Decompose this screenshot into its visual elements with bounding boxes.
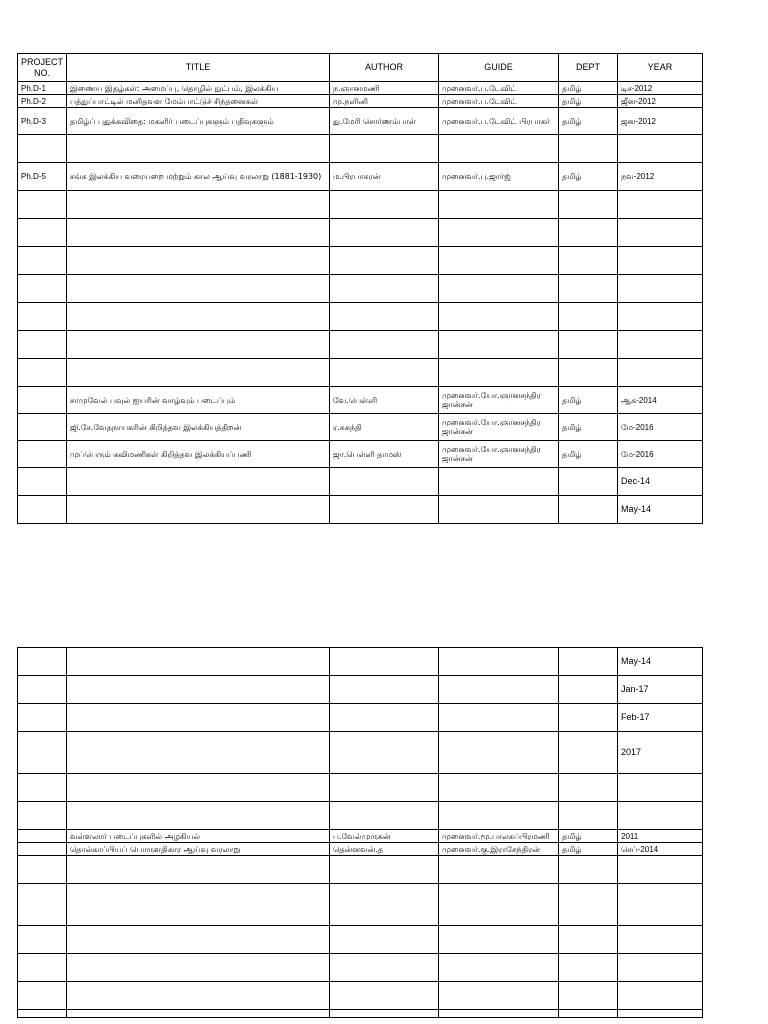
cell-title xyxy=(67,468,330,496)
table-row xyxy=(18,163,703,191)
cell-project-no xyxy=(18,982,67,1010)
cell-project-no: Ph.D-5 xyxy=(18,163,67,191)
cell-project-no xyxy=(18,732,67,774)
table-row xyxy=(18,732,703,774)
table-row xyxy=(18,982,703,1010)
cell-author xyxy=(330,926,439,954)
table-row xyxy=(18,1010,703,1018)
table-row xyxy=(18,648,703,676)
cell-title xyxy=(67,982,330,1010)
cell-author: து.மேரி சொர்ணம்பாள் xyxy=(330,108,439,135)
cell-dept xyxy=(559,359,618,387)
table-row xyxy=(18,359,703,387)
cell-dept xyxy=(559,982,618,1010)
cell-year: May-14 xyxy=(618,496,703,524)
table-row xyxy=(18,830,703,843)
table-row xyxy=(18,414,703,441)
cell-guide xyxy=(439,856,559,884)
cell-dept: தமிழ் xyxy=(559,414,618,441)
header-author: AUTHOR xyxy=(330,54,439,82)
cell-year: செப்-2014 xyxy=(618,843,703,856)
cell-dept: தமிழ் xyxy=(559,163,618,191)
table-row xyxy=(18,135,703,163)
cell-author xyxy=(330,802,439,830)
cell-guide: முனைவர்.பு.ஜார்ஜ் xyxy=(439,163,559,191)
cell-author: தென்னவன்.த xyxy=(330,843,439,856)
cell-title xyxy=(67,275,330,303)
cell-title xyxy=(67,802,330,830)
cell-title xyxy=(67,926,330,954)
cell-project-no xyxy=(18,414,67,441)
cell-author xyxy=(330,247,439,275)
cell-guide xyxy=(439,191,559,219)
cell-year xyxy=(618,1010,703,1018)
cell-author xyxy=(330,884,439,926)
table-row xyxy=(18,108,703,135)
table-row xyxy=(18,387,703,414)
cell-year: Feb-17 xyxy=(618,704,703,732)
cell-project-no xyxy=(18,247,67,275)
projects-table-2 xyxy=(17,647,703,1018)
cell-guide xyxy=(439,704,559,732)
cell-author: ந.ஞானமணி xyxy=(330,82,439,95)
header-project-no: PROJECT NO. xyxy=(18,54,67,82)
table-row xyxy=(18,496,703,524)
cell-year: மே-2016 xyxy=(618,414,703,441)
cell-project-no xyxy=(18,191,67,219)
cell-year: ஆக-2014 xyxy=(618,387,703,414)
cell-guide xyxy=(439,982,559,1010)
cell-guide xyxy=(439,331,559,359)
cell-project-no xyxy=(18,303,67,331)
cell-title xyxy=(67,648,330,676)
cell-year xyxy=(618,303,703,331)
cell-year: மே-2016 xyxy=(618,441,703,468)
cell-title: பத்துப்பாட்டில் மனிதவள மேம்பாட்டுச் சிந்தனைகள் xyxy=(67,95,330,108)
cell-guide xyxy=(439,954,559,982)
table-row xyxy=(18,954,703,982)
cell-year xyxy=(618,191,703,219)
cell-project-no xyxy=(18,802,67,830)
cell-project-no xyxy=(18,468,67,496)
cell-title xyxy=(67,704,330,732)
cell-guide xyxy=(439,926,559,954)
table-row xyxy=(18,926,703,954)
cell-dept: தமிழ் xyxy=(559,830,618,843)
cell-author xyxy=(330,1010,439,1018)
cell-dept xyxy=(559,802,618,830)
cell-year xyxy=(618,774,703,802)
cell-year: டிச-2012 xyxy=(618,82,703,95)
table-row xyxy=(18,82,703,95)
cell-title xyxy=(67,496,330,524)
cell-author xyxy=(330,275,439,303)
table-row xyxy=(18,884,703,926)
cell-dept: தமிழ் xyxy=(559,387,618,414)
cell-author xyxy=(330,359,439,387)
cell-dept xyxy=(559,954,618,982)
table-row xyxy=(18,774,703,802)
cell-project-no xyxy=(18,275,67,303)
header-guide: GUIDE xyxy=(439,54,559,82)
cell-year xyxy=(618,275,703,303)
cell-year xyxy=(618,954,703,982)
cell-dept xyxy=(559,648,618,676)
cell-author xyxy=(330,468,439,496)
cell-guide: முனைவர்.யோ.ஞானசந்திர ஜான்சன் xyxy=(439,387,559,414)
cell-title xyxy=(67,774,330,802)
cell-title: முப்பெரும் கவிமணிகள் கிறித்தவ இலக்கியப்பணி xyxy=(67,441,330,468)
cell-title xyxy=(67,1010,330,1018)
cell-year: நவ-2012 xyxy=(618,163,703,191)
cell-project-no: Ph.D-1 xyxy=(18,82,67,95)
cell-guide xyxy=(439,648,559,676)
cell-project-no xyxy=(18,843,67,856)
cell-guide: முனைவர்.கு.இராசேந்திரன் xyxy=(439,843,559,856)
cell-title: தமிழ்ப் புதுக்கவிதை: மகளிர் படைப்புகளும் பதிவுகளும் xyxy=(67,108,330,135)
cell-guide: முனைவர்.ப.டேவிட் xyxy=(439,95,559,108)
table-row xyxy=(18,802,703,830)
cell-author: வே.பெள்ளி xyxy=(330,387,439,414)
cell-author xyxy=(330,774,439,802)
cell-project-no xyxy=(18,774,67,802)
cell-guide: முனைவர்.ப.டேவிட் xyxy=(439,82,559,95)
cell-dept xyxy=(559,856,618,884)
cell-author xyxy=(330,331,439,359)
cell-author: ம.பிரபாகரன் xyxy=(330,163,439,191)
cell-project-no: Ph.D-2 xyxy=(18,95,67,108)
cell-guide xyxy=(439,303,559,331)
cell-project-no xyxy=(18,704,67,732)
cell-guide xyxy=(439,884,559,926)
cell-year xyxy=(618,802,703,830)
cell-title xyxy=(67,135,330,163)
cell-author xyxy=(330,954,439,982)
cell-year: Dec-14 xyxy=(618,468,703,496)
cell-year xyxy=(618,926,703,954)
cell-author xyxy=(330,303,439,331)
cell-dept xyxy=(559,247,618,275)
cell-author xyxy=(330,676,439,704)
table-row xyxy=(18,191,703,219)
cell-year xyxy=(618,856,703,884)
cell-project-no xyxy=(18,135,67,163)
header-year: YEAR xyxy=(618,54,703,82)
cell-guide: முனைவர்.யோ.ஞானசந்திர ஜான்சன் xyxy=(439,441,559,468)
table-row xyxy=(18,219,703,247)
cell-guide: முனைவர்.மூ.பாலசுப்பிரமணி xyxy=(439,830,559,843)
cell-author xyxy=(330,732,439,774)
cell-year xyxy=(618,982,703,1010)
cell-guide xyxy=(439,468,559,496)
cell-year: ஜன-2012 xyxy=(618,108,703,135)
cell-author: ர.சுகந்தி xyxy=(330,414,439,441)
cell-year: May-14 xyxy=(618,648,703,676)
cell-project-no xyxy=(18,648,67,676)
cell-title: வள்ளலார் படைப்புகளில் அழகியல் xyxy=(67,830,330,843)
cell-dept: தமிழ் xyxy=(559,843,618,856)
cell-title: தொல்காப்பியப் பொருளதிகார ஆய்வு வரலாறு xyxy=(67,843,330,856)
cell-dept xyxy=(559,704,618,732)
cell-author xyxy=(330,191,439,219)
cell-year: ஜீன-2012 xyxy=(618,95,703,108)
cell-guide xyxy=(439,1010,559,1018)
cell-dept xyxy=(559,191,618,219)
cell-dept xyxy=(559,331,618,359)
cell-project-no xyxy=(18,219,67,247)
cell-project-no xyxy=(18,1010,67,1018)
table-row xyxy=(18,856,703,884)
cell-guide xyxy=(439,802,559,830)
cell-author: ஜா.பெள்ளி தாமஸ் xyxy=(330,441,439,468)
cell-title xyxy=(67,884,330,926)
table-row xyxy=(18,704,703,732)
table-row xyxy=(18,247,703,275)
cell-year: 2011 xyxy=(618,830,703,843)
cell-author xyxy=(330,982,439,1010)
cell-dept: தமிழ் xyxy=(559,441,618,468)
cell-author: மு.நளினி xyxy=(330,95,439,108)
cell-dept: தமிழ் xyxy=(559,82,618,95)
cell-dept xyxy=(559,732,618,774)
cell-dept xyxy=(559,926,618,954)
cell-project-no xyxy=(18,331,67,359)
cell-title xyxy=(67,732,330,774)
cell-dept xyxy=(559,884,618,926)
cell-author: ப.வேல்முருகன் xyxy=(330,830,439,843)
cell-title: ஜி.சே.வேதநாயகரின் கிறித்தவ இலக்கியத்திறன் xyxy=(67,414,330,441)
cell-project-no xyxy=(18,954,67,982)
header-row xyxy=(18,54,703,82)
cell-project-no xyxy=(18,496,67,524)
cell-author xyxy=(330,704,439,732)
header-dept: DEPT xyxy=(559,54,618,82)
cell-year: 2017 xyxy=(618,732,703,774)
cell-project-no xyxy=(18,926,67,954)
cell-year xyxy=(618,219,703,247)
cell-dept: தமிழ் xyxy=(559,108,618,135)
cell-author xyxy=(330,219,439,247)
cell-dept: தமிழ் xyxy=(559,95,618,108)
cell-guide: முனைவர்.ப.டேவிட் பிரபாகர் xyxy=(439,108,559,135)
cell-title xyxy=(67,303,330,331)
cell-project-no xyxy=(18,441,67,468)
cell-title xyxy=(67,191,330,219)
cell-project-no: Ph.D-3 xyxy=(18,108,67,135)
cell-title xyxy=(67,954,330,982)
table-row xyxy=(18,441,703,468)
cell-title xyxy=(67,331,330,359)
cell-year xyxy=(618,884,703,926)
cell-title xyxy=(67,219,330,247)
table-row xyxy=(18,468,703,496)
cell-project-no xyxy=(18,830,67,843)
cell-dept xyxy=(559,303,618,331)
cell-title xyxy=(67,247,330,275)
cell-year xyxy=(618,331,703,359)
cell-author xyxy=(330,856,439,884)
cell-dept xyxy=(559,1010,618,1018)
cell-project-no xyxy=(18,359,67,387)
cell-project-no xyxy=(18,676,67,704)
cell-guide xyxy=(439,732,559,774)
cell-guide xyxy=(439,275,559,303)
cell-project-no xyxy=(18,856,67,884)
cell-title: சாமுவேல் பவுல் ஐயரின் வாழ்வும் படைப்பும் xyxy=(67,387,330,414)
cell-project-no xyxy=(18,884,67,926)
cell-title: இணைய இதழ்கள்: அமைப்பு, தொழில் நுட்பம், இலக்கிய xyxy=(67,82,330,95)
table-row xyxy=(18,331,703,359)
table-row xyxy=(18,676,703,704)
cell-guide xyxy=(439,774,559,802)
cell-guide xyxy=(439,676,559,704)
cell-year: Jan-17 xyxy=(618,676,703,704)
cell-guide xyxy=(439,219,559,247)
cell-title xyxy=(67,856,330,884)
cell-year xyxy=(618,135,703,163)
cell-year xyxy=(618,359,703,387)
table-row xyxy=(18,95,703,108)
table-row xyxy=(18,303,703,331)
cell-author xyxy=(330,648,439,676)
cell-project-no xyxy=(18,387,67,414)
cell-dept xyxy=(559,496,618,524)
cell-dept xyxy=(559,275,618,303)
cell-author xyxy=(330,496,439,524)
table-row xyxy=(18,843,703,856)
cell-guide xyxy=(439,359,559,387)
cell-dept xyxy=(559,219,618,247)
cell-title xyxy=(67,359,330,387)
cell-title: சங்க இலக்கிய வரையறை மற்றும் கால ஆய்வு வரலாறு (1881-1930) xyxy=(67,163,330,191)
cell-author xyxy=(330,135,439,163)
cell-dept xyxy=(559,774,618,802)
cell-dept xyxy=(559,468,618,496)
cell-guide xyxy=(439,496,559,524)
cell-guide xyxy=(439,135,559,163)
cell-guide: முனைவர்.யோ.ஞானசந்திர ஜான்சன் xyxy=(439,414,559,441)
projects-table-1 xyxy=(17,53,703,524)
table-row xyxy=(18,275,703,303)
cell-title xyxy=(67,676,330,704)
cell-year xyxy=(618,247,703,275)
cell-guide xyxy=(439,247,559,275)
header-title: TITLE xyxy=(67,54,330,82)
cell-dept xyxy=(559,135,618,163)
cell-dept xyxy=(559,676,618,704)
